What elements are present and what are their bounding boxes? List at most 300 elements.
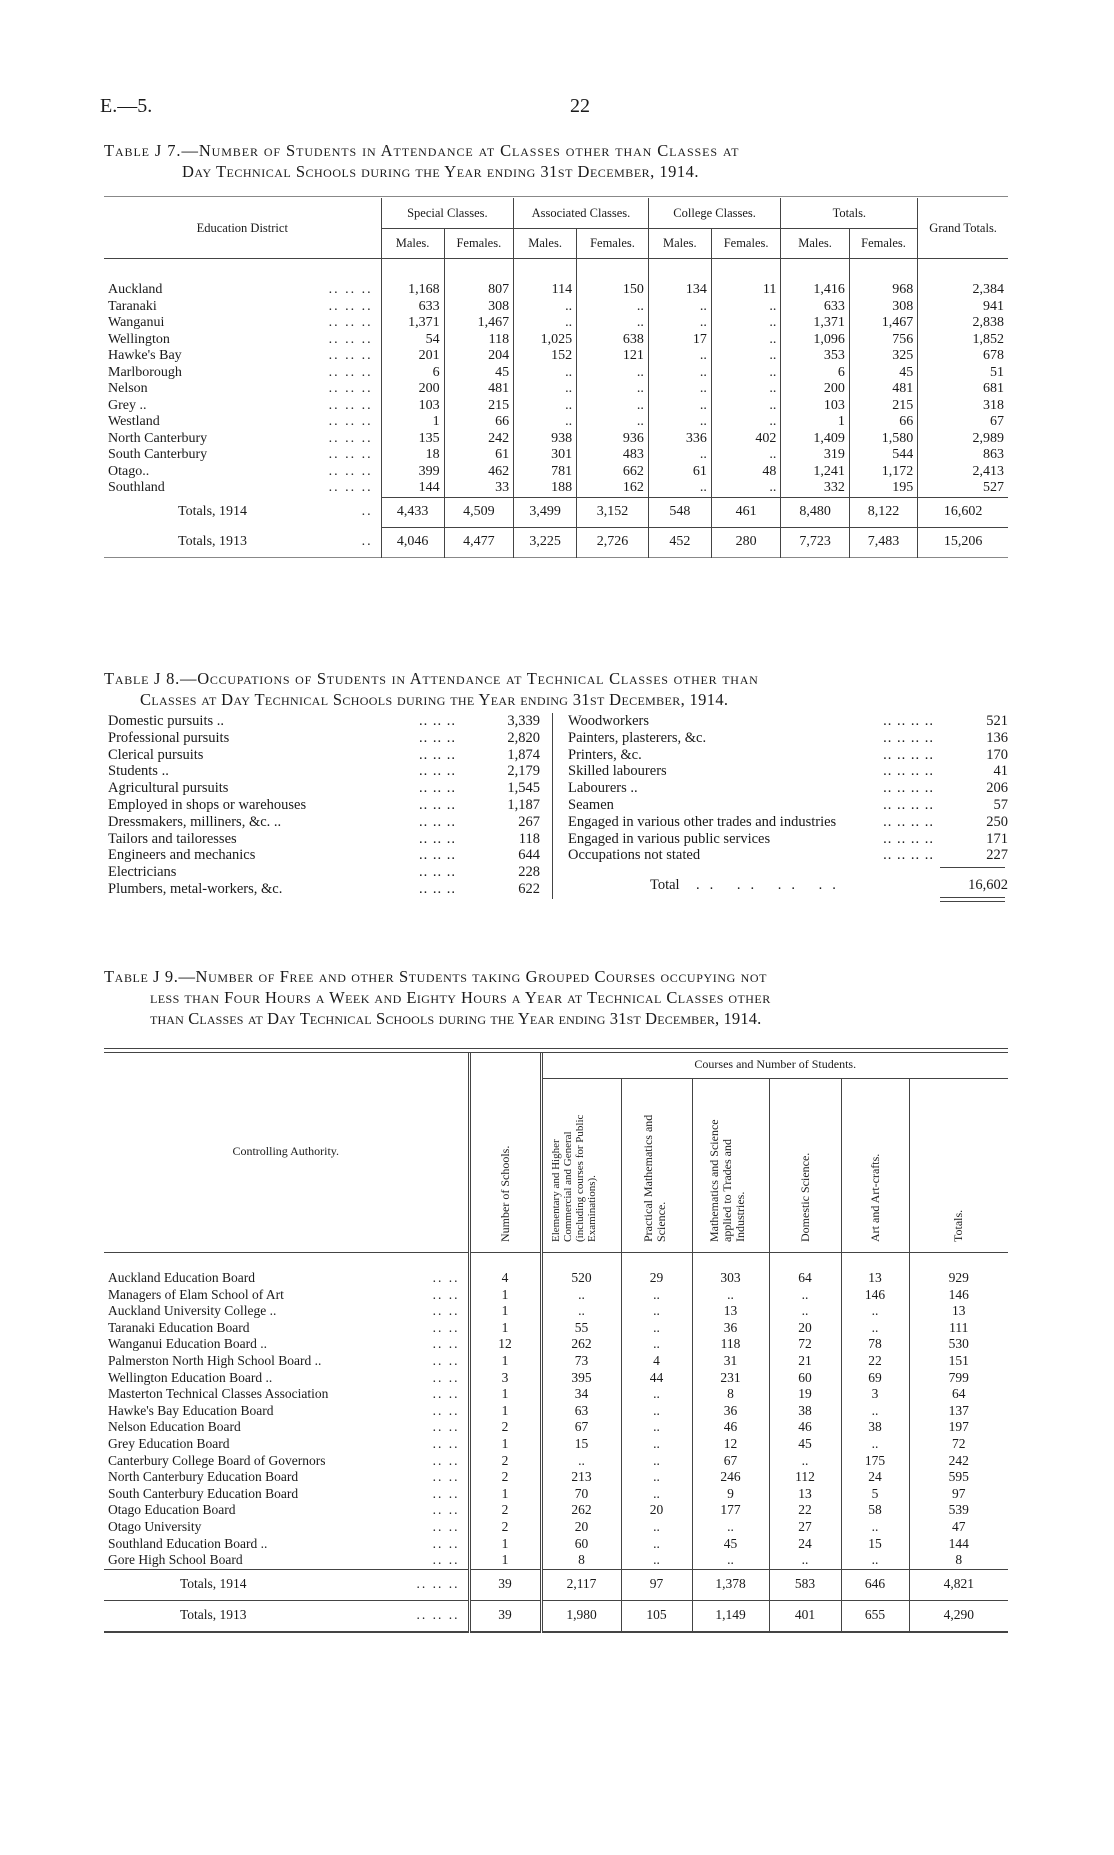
value-cell: 151 — [909, 1353, 1008, 1370]
leader-dots: .. .. .. .. — [883, 780, 934, 797]
value-cell: 325 — [849, 348, 917, 365]
authority-cell — [104, 1519, 469, 1536]
leader-dots: .. .. .. — [419, 813, 456, 830]
value-cell: 19 — [769, 1386, 841, 1403]
occupation-cell — [568, 797, 938, 814]
occupation-name: Seamen — [568, 796, 614, 813]
value-cell: .. — [621, 1419, 692, 1436]
leader-dots: .. .. .. — [328, 315, 373, 330]
authority-cell — [104, 1370, 469, 1387]
table-row — [104, 365, 1008, 382]
value-cell: 1,980 — [541, 1600, 621, 1632]
district-cell — [104, 381, 381, 398]
value-cell: 781 — [514, 464, 577, 481]
value-cell: .. — [621, 1303, 692, 1320]
district-name: Southland — [108, 480, 165, 496]
leader-dots: .. .. — [432, 1552, 460, 1568]
head-totals — [909, 1078, 1008, 1252]
leader-dots: .. .. .. — [419, 780, 456, 797]
value-cell: 118 — [692, 1336, 769, 1353]
value-cell: .. — [769, 1287, 841, 1304]
leader-dots: .. .. .. — [419, 713, 456, 729]
value-cell: 213 — [541, 1469, 621, 1486]
authority-name: Wanganui Education Board .. — [108, 1336, 267, 1352]
table-row — [104, 431, 1008, 448]
value-cell: 242 — [909, 1453, 1008, 1470]
head-females: Females. — [444, 228, 514, 258]
value-cell: 47 — [909, 1519, 1008, 1536]
authority-name: Grey Education Board — [108, 1435, 230, 1451]
district-name: Nelson — [108, 381, 148, 396]
value-cell: 105 — [621, 1600, 692, 1632]
value-cell: 462 — [444, 464, 514, 481]
authority-name: Gore High School Board — [108, 1552, 243, 1568]
value-cell: .. — [621, 1519, 692, 1536]
occupation-row — [568, 713, 1008, 730]
value-cell: 1 — [469, 1303, 541, 1320]
totals-row — [104, 527, 1008, 557]
occupation-count: 41 — [993, 763, 1008, 780]
value-cell: 70 — [541, 1486, 621, 1503]
value-cell: 936 — [577, 431, 649, 448]
authority-name: Otago University — [108, 1518, 202, 1534]
head-number-of-schools — [469, 1052, 541, 1252]
spacer-cell — [444, 258, 514, 282]
value-cell: 45 — [769, 1436, 841, 1453]
head-associated: Associated Classes. — [514, 198, 649, 228]
value-cell: .. — [769, 1552, 841, 1569]
value-cell: .. — [577, 414, 649, 431]
value-cell: 8,480 — [781, 497, 849, 527]
value-cell: 39 — [469, 1569, 541, 1600]
value-cell: 103 — [381, 398, 444, 415]
occupation-count: 118 — [518, 830, 540, 847]
table-row — [104, 1353, 1008, 1370]
value-cell: 262 — [541, 1502, 621, 1519]
district-name: Wellington — [108, 331, 170, 347]
leader-dots: .. .. — [432, 1286, 460, 1302]
value-cell: .. — [769, 1303, 841, 1320]
occupation-cell — [568, 831, 938, 848]
occupation-name: Engineers and mechanics — [108, 847, 256, 864]
value-cell: 112 — [769, 1469, 841, 1486]
value-cell: 1,096 — [781, 332, 849, 349]
district-name: North Canterbury — [108, 430, 208, 446]
value-cell: 332 — [781, 480, 849, 497]
value-cell: .. — [711, 348, 781, 365]
authority-name: Nelson Education Board — [108, 1419, 241, 1435]
table-j8-right — [568, 713, 1008, 864]
spacer-cell — [781, 258, 849, 282]
value-cell: 319 — [781, 447, 849, 464]
leader-dots: .. .. .. — [328, 397, 373, 413]
district-cell — [104, 299, 381, 316]
value-cell: 13 — [909, 1303, 1008, 1320]
value-cell: 48 — [711, 464, 781, 481]
value-cell: 7,723 — [781, 527, 849, 557]
leader-dots: .. .. .. .. — [696, 877, 846, 893]
value-cell: 15 — [841, 1536, 909, 1553]
value-cell: .. — [692, 1287, 769, 1304]
authority-cell — [104, 1552, 469, 1569]
table-j8-total-row — [568, 877, 1008, 894]
totals-row — [104, 1569, 1008, 1600]
table-j9-title — [104, 966, 771, 1029]
value-cell: 5 — [841, 1486, 909, 1503]
table-j8-total-value: 16,602 — [968, 877, 1008, 893]
head-domestic-text: Domestic Science. — [797, 1152, 812, 1242]
head-number-of-schools-text: Number of Schools. — [497, 1145, 512, 1242]
value-cell: 64 — [909, 1386, 1008, 1403]
authority-cell — [104, 1336, 469, 1353]
value-cell: 756 — [849, 332, 917, 349]
leader-dots: .. .. .. — [328, 430, 373, 446]
value-cell: 7,483 — [849, 527, 917, 557]
head-practical-text: Practical Mathematics and Science. — [640, 1114, 668, 1242]
value-cell: .. — [514, 414, 577, 431]
occupation-row — [108, 797, 540, 814]
district-cell — [104, 315, 381, 332]
value-cell: 195 — [849, 480, 917, 497]
table-j8-sum-rule — [940, 867, 1005, 868]
occupation-count: 622 — [518, 880, 540, 897]
value-cell: 15 — [541, 1436, 621, 1453]
table-j7-title — [104, 140, 739, 182]
district-name: Marlborough — [108, 364, 182, 380]
leader-dots: .. .. .. — [328, 381, 373, 396]
district-cell — [104, 497, 381, 527]
value-cell: .. — [514, 365, 577, 382]
value-cell: .. — [841, 1303, 909, 1320]
value-cell: .. — [711, 398, 781, 415]
occupation-count: 2,820 — [507, 729, 540, 746]
value-cell: 137 — [909, 1403, 1008, 1420]
value-cell: 4,821 — [909, 1569, 1008, 1600]
value-cell: 242 — [444, 431, 514, 448]
occupation-count: 267 — [518, 813, 540, 830]
value-cell: 97 — [909, 1486, 1008, 1503]
value-cell: 97 — [621, 1569, 692, 1600]
authority-cell — [104, 1353, 469, 1370]
value-cell: 20 — [541, 1519, 621, 1536]
occupation-cell — [568, 747, 938, 764]
table-row — [104, 414, 1008, 431]
authority-name: Auckland University College .. — [108, 1303, 277, 1319]
value-cell: 246 — [692, 1469, 769, 1486]
value-cell: 46 — [769, 1419, 841, 1436]
value-cell: 231 — [692, 1370, 769, 1387]
occupation-count: 2,179 — [507, 763, 540, 780]
table-j7-title-line2: Day Technical Schools during the Year ending 31st December, 1914. — [182, 162, 700, 181]
occupation-cell — [568, 780, 938, 797]
authority-name: Taranaki Education Board — [108, 1319, 250, 1335]
authority-cell — [104, 1469, 469, 1486]
occupation-row — [108, 831, 540, 848]
authority-name: Southland Education Board .. — [108, 1535, 268, 1551]
value-cell: 36 — [692, 1320, 769, 1337]
occupation-name: Printers, &c. — [568, 746, 642, 763]
spacer-cell — [514, 258, 577, 282]
occupation-row — [108, 847, 540, 864]
value-cell: .. — [648, 480, 711, 497]
value-cell: 4,290 — [909, 1600, 1008, 1632]
spacer-cell — [577, 258, 649, 282]
value-cell: 2 — [469, 1502, 541, 1519]
value-cell: 134 — [648, 282, 711, 299]
value-cell: 63 — [541, 1403, 621, 1420]
value-cell: .. — [841, 1436, 909, 1453]
occupation-count: 171 — [986, 830, 1008, 847]
table-row — [104, 348, 1008, 365]
value-cell: 13 — [692, 1303, 769, 1320]
table-j9 — [104, 1052, 1008, 1633]
authority-name: Canterbury College Board of Governors — [108, 1452, 326, 1468]
value-cell: 1 — [469, 1486, 541, 1503]
leader-dots: .. .. .. — [419, 880, 456, 897]
value-cell: 4,477 — [444, 527, 514, 557]
value-cell: 1,371 — [381, 315, 444, 332]
value-cell: 18 — [381, 447, 444, 464]
value-cell: 548 — [648, 497, 711, 527]
leader-dots: .. .. .. — [419, 763, 456, 780]
value-cell: 527 — [918, 480, 1008, 497]
occupation-cell — [108, 831, 460, 848]
table-j9-title-line1: Table J 9.—Number of Free and other Students taking Grouped Courses occupying not — [104, 967, 768, 986]
value-cell: 54 — [381, 332, 444, 349]
occupation-count: 644 — [518, 847, 540, 864]
value-cell: .. — [577, 315, 649, 332]
table-row — [104, 1320, 1008, 1337]
value-cell: 461 — [711, 497, 781, 527]
authority-cell — [104, 1270, 469, 1287]
table-j8-left — [108, 713, 540, 898]
table-row — [104, 1303, 1008, 1320]
table-row — [104, 1419, 1008, 1436]
value-cell: 144 — [909, 1536, 1008, 1553]
authority-cell — [104, 1600, 469, 1632]
table-row — [104, 1502, 1008, 1519]
head-art — [841, 1078, 909, 1252]
table-j9-title-line2: less than Four Hours a Week and Eighty Hours a Year at Technical Classes other — [150, 988, 771, 1007]
leader-dots: .. .. .. — [416, 1576, 460, 1592]
authority-name: Palmerston North High School Board .. — [108, 1352, 322, 1368]
value-cell: 2,384 — [918, 282, 1008, 299]
authority-cell — [104, 1486, 469, 1503]
occupation-count: 136 — [986, 729, 1008, 746]
occupation-cell — [108, 847, 460, 864]
occupation-row — [568, 831, 1008, 848]
occupation-count: 228 — [518, 864, 540, 881]
table-row — [104, 381, 1008, 398]
district-name: Grey .. — [108, 397, 147, 413]
occupation-name: Employed in shops or warehouses — [108, 796, 307, 813]
value-cell: 73 — [541, 1353, 621, 1370]
authority-name: Managers of Elam School of Art — [108, 1286, 284, 1302]
value-cell: 146 — [909, 1287, 1008, 1304]
value-cell: 67 — [541, 1419, 621, 1436]
value-cell: 45 — [692, 1536, 769, 1553]
occupation-cell — [108, 864, 460, 881]
table-row — [104, 1336, 1008, 1353]
value-cell: .. — [711, 480, 781, 497]
occupation-count: 521 — [986, 713, 1008, 729]
leader-dots: .. .. .. — [328, 331, 373, 347]
value-cell: 60 — [541, 1536, 621, 1553]
value-cell: 1 — [469, 1287, 541, 1304]
value-cell: 3,499 — [514, 497, 577, 527]
value-cell: 51 — [918, 365, 1008, 382]
leader-dots: .. .. .. — [328, 364, 373, 380]
value-cell: 4,046 — [381, 527, 444, 557]
value-cell: 13 — [841, 1270, 909, 1287]
authority-cell — [104, 1436, 469, 1453]
value-cell: 1 — [469, 1552, 541, 1569]
leader-dots: .. .. — [432, 1535, 460, 1551]
authority-cell — [104, 1536, 469, 1553]
value-cell: 66 — [444, 414, 514, 431]
leader-dots: .. .. — [432, 1485, 460, 1501]
table-row — [104, 1403, 1008, 1420]
value-cell: 39 — [469, 1600, 541, 1632]
value-cell: 12 — [469, 1336, 541, 1353]
occupation-row — [568, 747, 1008, 764]
value-cell: 863 — [918, 447, 1008, 464]
value-cell: 1,371 — [781, 315, 849, 332]
spacer-cell — [909, 1252, 1008, 1270]
authority-cell — [104, 1386, 469, 1403]
occupation-name: Painters, plasterers, &c. — [568, 729, 707, 746]
totals-row — [104, 1600, 1008, 1632]
value-cell: .. — [769, 1453, 841, 1470]
leader-dots: .. — [361, 533, 373, 549]
value-cell: 66 — [849, 414, 917, 431]
occupation-count: 227 — [986, 847, 1008, 864]
value-cell: 530 — [909, 1336, 1008, 1353]
value-cell: .. — [621, 1320, 692, 1337]
value-cell: 13 — [769, 1486, 841, 1503]
table-row — [104, 1270, 1008, 1287]
authority-name: Masterton Technical Classes Association — [108, 1386, 329, 1402]
district-cell — [104, 464, 381, 481]
leader-dots: .. .. .. — [419, 864, 456, 881]
value-cell: 1,172 — [849, 464, 917, 481]
occupation-row — [568, 780, 1008, 797]
value-cell: 8 — [909, 1552, 1008, 1569]
value-cell: 807 — [444, 282, 514, 299]
value-cell: 1,580 — [849, 431, 917, 448]
value-cell: 152 — [514, 348, 577, 365]
occupation-row — [568, 730, 1008, 747]
value-cell: .. — [711, 381, 781, 398]
value-cell: 2 — [469, 1519, 541, 1536]
value-cell: 162 — [577, 480, 649, 497]
leader-dots: .. .. .. — [328, 282, 373, 297]
value-cell: 21 — [769, 1353, 841, 1370]
value-cell: 2,726 — [577, 527, 649, 557]
occupation-row — [108, 864, 540, 881]
value-cell: 303 — [692, 1270, 769, 1287]
table-row — [104, 1436, 1008, 1453]
value-cell: 55 — [541, 1320, 621, 1337]
leader-dots: .. .. — [432, 1518, 460, 1534]
value-cell: 78 — [841, 1336, 909, 1353]
spacer-cell — [841, 1252, 909, 1270]
table-row — [104, 1386, 1008, 1403]
occupation-count: 1,874 — [507, 746, 540, 763]
head-totals: Totals. — [781, 198, 918, 228]
value-cell: .. — [577, 365, 649, 382]
value-cell: .. — [648, 447, 711, 464]
table-j8-total-label: Total — [650, 877, 680, 893]
value-cell: 114 — [514, 282, 577, 299]
value-cell: .. — [711, 315, 781, 332]
value-cell: 583 — [769, 1569, 841, 1600]
table-j9-title-line3: than Classes at Day Technical Schools during the Year ending 31st December, 1914. — [150, 1009, 762, 1028]
occupation-row — [108, 763, 540, 780]
value-cell: 399 — [381, 464, 444, 481]
value-cell: 941 — [918, 299, 1008, 316]
spacer-cell — [469, 1252, 541, 1270]
value-cell: .. — [621, 1536, 692, 1553]
value-cell: 16,602 — [918, 497, 1008, 527]
district-cell — [104, 348, 381, 365]
value-cell: 1 — [781, 414, 849, 431]
value-cell: 20 — [769, 1320, 841, 1337]
value-cell: 188 — [514, 480, 577, 497]
value-cell: 402 — [711, 431, 781, 448]
occupation-cell — [568, 730, 938, 747]
head-males: Males. — [648, 228, 711, 258]
value-cell: 60 — [769, 1370, 841, 1387]
district-name: Hawke's Bay — [108, 348, 182, 363]
value-cell: 520 — [541, 1270, 621, 1287]
value-cell: 150 — [577, 282, 649, 299]
value-cell: 1,467 — [849, 315, 917, 332]
totals-label: Totals, 1913 — [180, 1607, 247, 1623]
occupation-row — [568, 814, 1008, 831]
value-cell: 45 — [849, 365, 917, 382]
spacer-cell — [541, 1252, 621, 1270]
authority-name: North Canterbury Education Board — [108, 1469, 299, 1485]
value-cell: .. — [648, 348, 711, 365]
value-cell: 20 — [621, 1502, 692, 1519]
value-cell: 2,838 — [918, 315, 1008, 332]
head-district: Education District — [196, 220, 288, 235]
table-row — [104, 1453, 1008, 1470]
leader-dots: .. .. .. — [328, 298, 373, 314]
leader-dots: .. .. — [432, 1352, 460, 1368]
value-cell: 544 — [849, 447, 917, 464]
table-j8-title-line1: Table J 8.—Occupations of Students in Attendance at Technical Classes other than — [104, 669, 759, 688]
district-name: Wanganui — [108, 315, 165, 330]
table-j8-divider — [552, 713, 553, 899]
value-cell: 938 — [514, 431, 577, 448]
table-row — [104, 464, 1008, 481]
value-cell: 3 — [469, 1370, 541, 1387]
value-cell: .. — [621, 1386, 692, 1403]
authority-cell — [104, 1502, 469, 1519]
district-cell — [104, 527, 381, 557]
table-row — [104, 1536, 1008, 1553]
totals-label: Totals, 1913 — [178, 533, 248, 549]
value-cell: .. — [841, 1519, 909, 1536]
value-cell: 678 — [918, 348, 1008, 365]
occupation-count: 250 — [986, 813, 1008, 830]
value-cell: 12 — [692, 1436, 769, 1453]
leader-dots: .. .. .. .. — [883, 796, 934, 813]
value-cell: 3 — [841, 1386, 909, 1403]
spacer-cell — [104, 258, 381, 282]
